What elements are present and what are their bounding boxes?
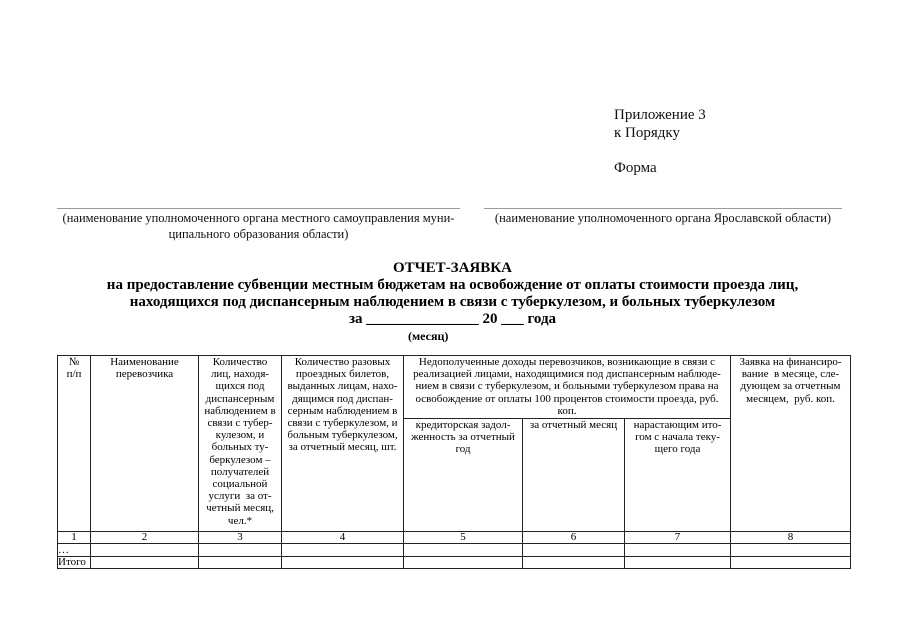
col-header-carrier-name: Наименование перевозчика (91, 356, 199, 532)
procedure-reference: к Порядку (614, 125, 680, 141)
table-row (58, 544, 851, 557)
table-cell (282, 544, 404, 557)
column-number: 7 (625, 532, 731, 544)
column-number: 2 (91, 532, 199, 544)
appendix-reference (614, 106, 706, 142)
table-cell (523, 557, 625, 569)
column-number: 3 (199, 532, 282, 544)
col-header-tickets-count: Количество разовых проездных билетов, выданных лицам, нахо- дящимся под диспан- серным наблюдением в связи с туберкулезом, и больным туберкулезом, за отчетный месяц, шт. (282, 356, 404, 532)
table-cell (523, 544, 625, 557)
report-title (0, 260, 905, 328)
table-cell: … (58, 544, 91, 557)
report-period: за _______________ 20 ___ года (348, 311, 557, 327)
col-header-persons-count: Количество лиц, находя- щихся под диспансерным наблюдением в связи с тубер- кулезом, и больных ту- беркулезом – получателей социальной услуги за от- четный месяц, чел.* (199, 356, 282, 532)
total-row (58, 557, 851, 569)
report-heading: ОТЧЕТ-ЗАЯВКА (393, 260, 512, 276)
report-subtitle-line-2: находящихся под диспансерным наблюдением в связи с туберкулезом, и больных туберкулезом (129, 294, 776, 310)
column-number: 4 (282, 532, 404, 544)
col-header-funding-request: Заявка на финансиро- вание в месяце, сле- дующем за отчетным месяцем, руб. коп. (731, 356, 851, 532)
col-header-row-number: № п/п (58, 356, 91, 532)
table-cell (91, 557, 199, 569)
form-label: Форма (614, 160, 657, 176)
col-header-reporting-month: за отчетный месяц (523, 419, 625, 532)
table-cell (91, 544, 199, 557)
municipal-authority-caption: (наименование уполномоченного органа местного самоуправления муни- ципального образования области) (62, 211, 455, 241)
report-table (57, 355, 851, 569)
col-header-accounts-payable: кредиторская задол- женность за отчетный год (404, 419, 523, 532)
period-month-hint: (месяц) (408, 329, 449, 343)
table-cell (199, 544, 282, 557)
regional-authority-caption: (наименование уполномоченного органа Ярославской области) (494, 211, 832, 225)
table-cell (404, 557, 523, 569)
table-cell (404, 544, 523, 557)
table-cell (282, 557, 404, 569)
municipal-authority-blank-line (57, 208, 460, 209)
table-cell (625, 544, 731, 557)
table-cell (731, 544, 851, 557)
column-number: 1 (58, 532, 91, 544)
col-group-header-lost-revenue: Недополученные доходы перевозчиков, возникающие в связи с реализацией лицами, находящимися под диспансерным наблюде- нием в связи с туберкулезом, и больными туберкулезом права на освобождение от оплаты 100 процентов стоимости проезда, руб. коп. (404, 356, 731, 419)
column-number: 5 (404, 532, 523, 544)
appendix-number: Приложение 3 (614, 107, 706, 123)
report-subtitle-line-1: на предоставление субвенции местным бюджетам на освобождение от оплаты стоимости проезда лиц, (106, 277, 799, 293)
table-cell (625, 557, 731, 569)
column-number: 8 (731, 532, 851, 544)
column-number: 6 (523, 532, 625, 544)
regional-authority-blank-line (484, 208, 842, 209)
col-header-year-to-date: нарастающим ито- гом с начала теку- щего года (625, 419, 731, 532)
column-numbers-row (58, 532, 851, 544)
table-cell (731, 557, 851, 569)
table-cell (199, 557, 282, 569)
table-header-row (58, 356, 851, 419)
total-label: Итого (58, 557, 91, 569)
